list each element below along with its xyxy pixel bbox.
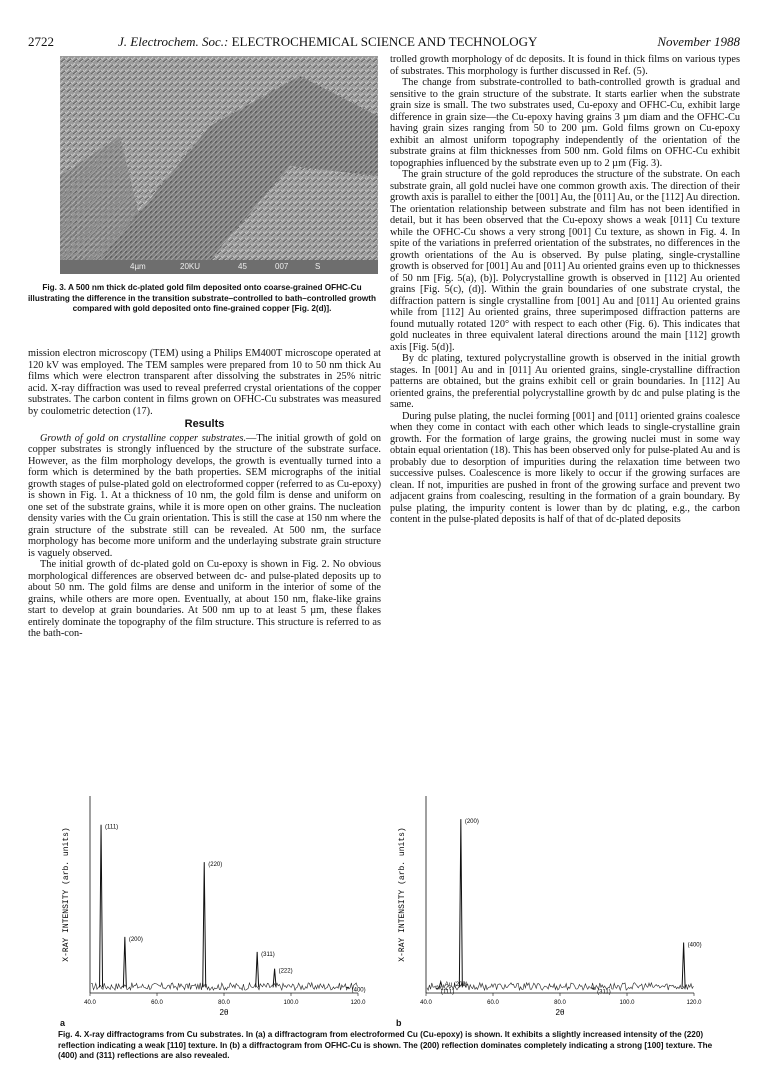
results-paragraph-2: The initial growth of dc-plated gold on Cu-epoxy is shown in Fig. 2. No obvious morphological differences are observed between dc- and pulse-plated deposits up to about 50 nm. The gold films are dense and uniform in the interior of some of the grains, while others are more open. Eventually, at about 150 nm, flake-like grains start to develop at grain boundaries. At 500 nm up to at least 5 µm, these flakes entirely dominate the topography of the film structure. This structure is referred to as the bath-con- (28, 559, 381, 639)
diffraction-peak (123, 937, 126, 987)
diffraction-peak (682, 943, 685, 988)
page-header (28, 34, 740, 52)
diffraction-peak (459, 819, 462, 987)
peak-label: (311) (597, 989, 611, 996)
panel-label-a: a (60, 1018, 66, 1028)
left-column (28, 348, 381, 640)
right-paragraph-4: By dc plating, textured polycrystalline growth is observed in the initial growth stages. In [001] Au and in [011] Au oriented grains, single-crystalline diffraction patterns are obtained, but the grains exhibit cell or grain boundaries. In [112] Au oriented grains, the preferential polycrystalline growth by dc and pulse plating is the same. (390, 353, 740, 410)
journal-title: J. Electrochem. Soc.: ELECTROCHEMICAL SCIENCE AND TECHNOLOGY (118, 34, 538, 49)
baseline-noise (91, 983, 357, 991)
right-paragraph-1: trolled growth morphology of dc deposits. It is found in thick films on various types of substrates. This morphology is further discussed in Ref. (5). (390, 54, 740, 77)
page-number: 2722 (28, 34, 54, 49)
peak-label: (311) (261, 951, 275, 958)
x-tick-label: 80.0 (554, 1000, 566, 1006)
peak-label: (400) (687, 942, 702, 949)
xrd-chart-b (394, 788, 724, 1026)
peak-label: (200) (128, 936, 143, 943)
figure-3-caption: Fig. 3. A 500 nm thick dc-plated gold film deposited onto coarse-grained OFHC-Cu illustrating the difference in the transition substrate–controlled to bath–controlled growth compared with gold deposited onto fine-grained copper [Fig. 2(d)]. (28, 283, 376, 313)
x-tick-label: 120.0 (686, 1000, 702, 1006)
issue-date: November 1988 (657, 34, 740, 49)
xrd-chart-a (58, 788, 388, 1026)
y-axis-label: X-RAY INTENSITY (arb. units) (62, 827, 71, 962)
diffraction-peak (439, 982, 442, 988)
right-paragraph-5: During pulse plating, the nuclei forming [001] and [011] oriented grains coalesce when they come in contact with each other which leads to single-crystalline grain growth. For the formation of large grains, the growing nuclei must in some way obtain equal orientation (18). This has been observed only for pulse-plated Au and is probably due to desorption of impurities during the relaxation time between two successive pulses. Coalescence is more likely to occur if the growing surfaces are clean. If not, impurities are pushed in front of the growing surface and prevent two adjacent grains from coalescing, resulting in the formation of a grain boundary. By pulse plating, the impurity content is lower than by dc plating, e.g., the carbon content in the pulse-plated deposits is half of that of dc-plated deposits (390, 410, 740, 525)
y-axis-label: X-RAY INTENSITY (arb. units) (398, 827, 407, 962)
results-paragraph-1: Growth of gold on crystalline copper substrates.—The initial growth of gold on copper substrates is strongly influenced by the structure of the substrate surface. However, as the film morphology develops, the growth is eventually turned into a form which is determined by the bath properties. SEM micrographs of the initial growth stages of pulse-plated gold on electroformed copper (referred to as Cu-epoxy) is shown in Fig. 1. At a thickness of 10 nm, the gold film is dense and uniform on one set of the substrate grains, while it is more open on other grains. The nucleation density varies with the Cu grain orientation. This is still the case at 150 nm where the grain structure of the substrate still can be revealed. At 500 nm, the surface morphology has become more uniform and the underlaying substrate grain structure is vaguely observed. (28, 432, 381, 559)
diffraction-peak (273, 969, 276, 988)
right-paragraph-2: The change from substrate-controlled to bath-controlled growth is gradual and sensitive to the grain structure of the substrate. It starts earlier when the substrate grain size is small. The two substrates used, Cu-epoxy and OFHC-Cu, exhibit large difference in grain size—the Cu-epoxy having grains 3 µm diam and the OFHC-Cu having grain sizes ranging from 50 to 200 µm. Gold films grown on Cu-epoxy exhibit an almost uniform topography independently of the orientation of the substrate grains at film thicknesses from 500 nm. Gold films on OFHC-Cu exhibit topographies influenced by the substrate even up to 2 µm (Fig. 3). (390, 77, 740, 169)
x-tick-label: 40.0 (420, 1000, 432, 1006)
right-paragraph-3: The grain structure of the gold reproduces the structure of the substrate. On each substrate grain, all gold nuclei have one common growth axis. The direction of their growth axis is parallel to either the [001] Au, the [011] Au, or the [112] Au direction. The orientation relationship between substrate and film has not been identified in detail, but it has been observed that the Cu-epoxy shows a weak [011] Cu texture while the OFHC-Cu shows a very strong [001] Cu texture, as shown in Fig. 4. In spite of the variations in preferred orientation of the substrates, no differences in the growth orientations of the Au is observed. By pulse plating, single-crystalline growth is observed for [001] Au and [011] Au oriented grains even up to thicknesses of 50 nm [Fig. 5(a), (b)]. Polycrystalline growth is observed in [112] Au oriented grains [Fig. 5(c), (d)]. Within the grain boundaries of one substrate crystal, the diffraction pattern is single crystalline from [001] Au and [011] Au oriented grains while from [112] Au oriented grains, three superimposed diffraction patterns are found mutually rotated 120° with respect to each other (Fig. 6). This indicates that gold nucleates in three equivalent lateral directions around the main [112] growth axis [Fig. 5(d)]. (390, 169, 740, 353)
peak-label: (222) (278, 968, 293, 975)
methods-paragraph: mission electron microscopy (TEM) using a Philips EM400T microscope operated at 120 kV was employed. The TEM samples were prepared from 10 to 50 nm thick Au films which were electron transparent after dissolving the substrates in 25% nitric acid. X-ray diffraction was used to reveal preferred crystal orientations of the copper substrates. The carbon content in films grown on OFHC-Cu substrates was measured by coulometric detection (17). (28, 348, 381, 417)
panel-label-b: b (396, 1018, 402, 1028)
peak-label: Au (200) (444, 981, 468, 988)
figure-4-caption: Fig. 4. X-ray diffractograms from Cu substrates. In (a) a diffractogram from electroformed Cu (Cu-epoxy) is shown. It exhibits a slightly increased intensity of the (220) reflection indicating a weak [110] texture. In (b) a diffractogram from OFHC-Cu is shown. The (200) reflection dominates completely indicating a strong [100] texture. The (400) and (311) reflections are also revealed. (58, 1030, 713, 1060)
peak-label: (400) (351, 987, 366, 994)
x-tick-label: 60.0 (487, 1000, 499, 1006)
diffraction-peak (436, 987, 439, 989)
diffraction-peak (100, 825, 103, 988)
peak-label: (220) (208, 862, 223, 869)
x-tick-label: 40.0 (84, 1000, 96, 1006)
x-tick-label: 60.0 (151, 1000, 163, 1006)
diffraction-peak (203, 862, 206, 987)
peak-label: (200) (464, 819, 479, 826)
peak-label: (111) (441, 989, 455, 996)
right-column (390, 54, 740, 526)
x-tick-label: 100.0 (283, 1000, 299, 1006)
x-tick-label: 120.0 (350, 1000, 366, 1006)
x-axis-label: 2θ (219, 1008, 229, 1017)
peak-label: (111) (105, 824, 119, 831)
results-heading: Results (184, 418, 225, 430)
x-tick-label: 80.0 (218, 1000, 230, 1006)
x-axis-label: 2θ (555, 1008, 565, 1017)
sem-micrograph (60, 56, 378, 274)
sem-scale-bar: 4µm 20KU 45 007 S (60, 260, 378, 274)
diffraction-peak (256, 952, 259, 988)
x-tick-label: 100.0 (619, 1000, 635, 1006)
